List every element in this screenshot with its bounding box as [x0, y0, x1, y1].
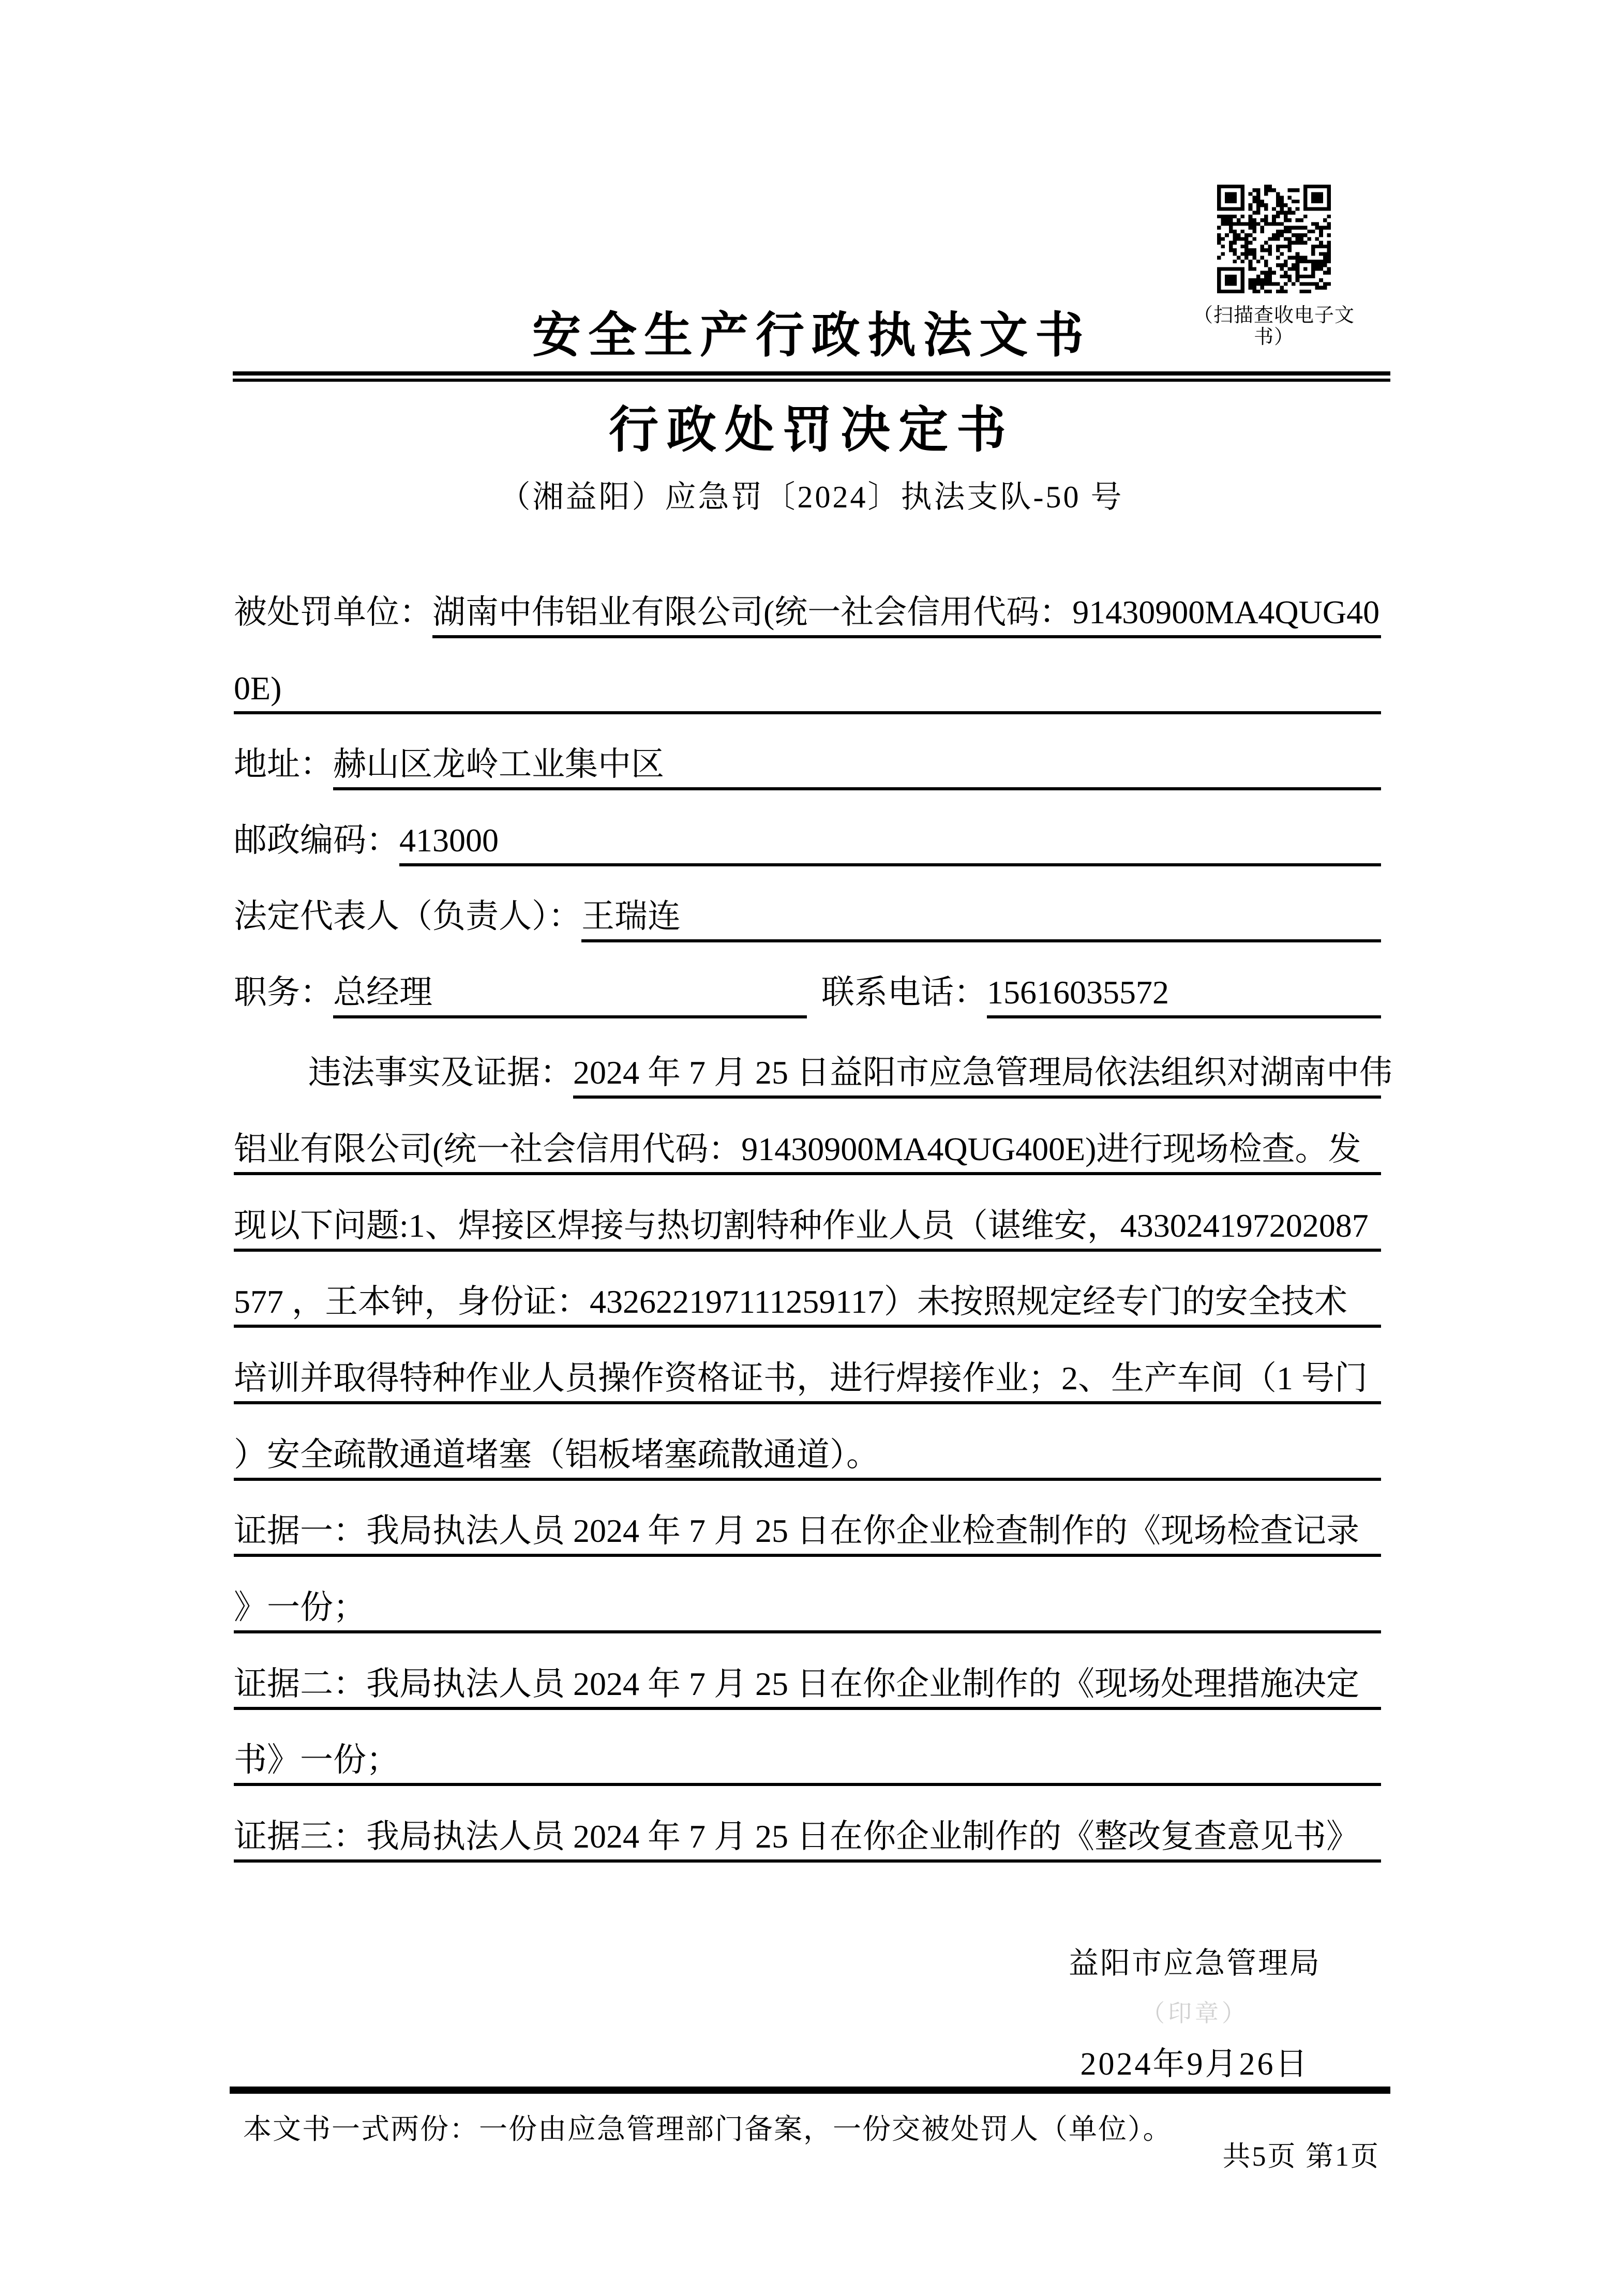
facts-text: 培训并取得特种作业人员操作资格证书，进行焊接作业；2、生产车间（1 号门 — [234, 1360, 1381, 1404]
facts-text: ）安全疏散通道堵塞（铝板堵塞疏散通道）。 — [234, 1436, 1381, 1481]
field-value-phone: 15616035572 — [987, 974, 1381, 1018]
footer-rule — [230, 2087, 1390, 2094]
facts-text: 577 ，王本钟，身份证：432622197111259117）未按照规定经专门的安全技术 — [234, 1283, 1381, 1328]
field-value: 赫山区龙岭工业集中区 — [333, 746, 1381, 790]
field-value: 0E) — [234, 670, 1381, 714]
facts-line — [234, 1054, 1392, 1099]
evidence-text: 证据一：我局执法人员 2024 年 7 月 25 日在你企业检查制作的《现场检查记录 — [234, 1512, 1381, 1557]
field-label: 邮政编码： — [234, 822, 399, 859]
field-legal-representative — [234, 898, 1381, 942]
facts-text: 现以下问题:1、焊接区焊接与热切割特种作业人员（谌维安，433024197202087 — [234, 1207, 1381, 1252]
field-label: 法定代表人（负责人）： — [234, 898, 581, 935]
field-value: 湖南中伟铝业有限公司(统一社会信用代码：91430900MA4QUG40 — [432, 594, 1381, 638]
field-penalized-unit-continuation — [234, 670, 1381, 714]
facts-line — [234, 1207, 1381, 1252]
evidence-line-2 — [234, 1665, 1381, 1710]
qr-caption: （扫描查收电子文书） — [1193, 305, 1355, 348]
field-label-job: 职务： — [234, 974, 333, 1011]
facts-line — [234, 1131, 1381, 1175]
field-label: 被处罚单位： — [234, 594, 432, 631]
evidence-line-3 — [234, 1818, 1381, 1863]
field-value: 王瑞连 — [581, 898, 1381, 942]
double-rule-divider — [233, 371, 1390, 382]
field-label-phone: 联系电话： — [821, 974, 987, 1011]
field-value-job: 总经理 — [333, 974, 807, 1018]
facts-text: 铝业有限公司(统一社会信用代码：91430900MA4QUG400E)进行现场检查。发 — [234, 1131, 1381, 1175]
facts-text: 2024 年 7 月 25 日益阳市应急管理局依法组织对湖南中伟 — [573, 1054, 1381, 1099]
facts-line — [234, 1436, 1381, 1481]
field-job-and-phone — [234, 974, 1381, 1018]
facts-line — [234, 1360, 1381, 1404]
seal-placeholder: （印章） — [1141, 2000, 1249, 2027]
qr-code — [1217, 185, 1331, 293]
facts-line — [234, 1283, 1381, 1328]
evidence-line-1 — [234, 1512, 1381, 1557]
issuing-authority: 益阳市应急管理局 — [1068, 1946, 1321, 1980]
facts-label: 违法事实及证据： — [308, 1054, 573, 1091]
evidence-text: 书》一份； — [234, 1742, 1381, 1786]
document-number: （湘益阳）应急罚〔2024〕执法支队-50 号 — [499, 480, 1124, 514]
paragraph-indent — [234, 1054, 308, 1099]
document-series-title: 安全生产行政执法文书 — [532, 309, 1091, 363]
field-value: 413000 — [399, 822, 1381, 866]
footer-copies-note: 本文书一式两份：一份由应急管理部门备案，一份交被处罚人（单位）。 — [243, 2113, 1173, 2145]
field-penalized-unit — [234, 594, 1381, 638]
evidence-text: 证据三：我局执法人员 2024 年 7 月 25 日在你企业制作的《整改复查意见书》 — [234, 1818, 1381, 1863]
issue-date: 2024年9月26日 — [1080, 2047, 1310, 2082]
document-title: 行政处罚决定书 — [609, 402, 1014, 458]
evidence-line-1-continuation — [234, 1589, 1381, 1633]
evidence-text: 》一份； — [234, 1589, 1381, 1633]
page-number: 共5页 第1页 — [1222, 2141, 1380, 2172]
field-gap — [807, 974, 821, 1018]
field-postcode — [234, 822, 1381, 866]
evidence-line-2-continuation — [234, 1742, 1381, 1786]
field-label: 地址： — [234, 746, 333, 783]
field-address — [234, 746, 1381, 790]
evidence-text: 证据二：我局执法人员 2024 年 7 月 25 日在你企业制作的《现场处理措施决定 — [234, 1665, 1381, 1710]
